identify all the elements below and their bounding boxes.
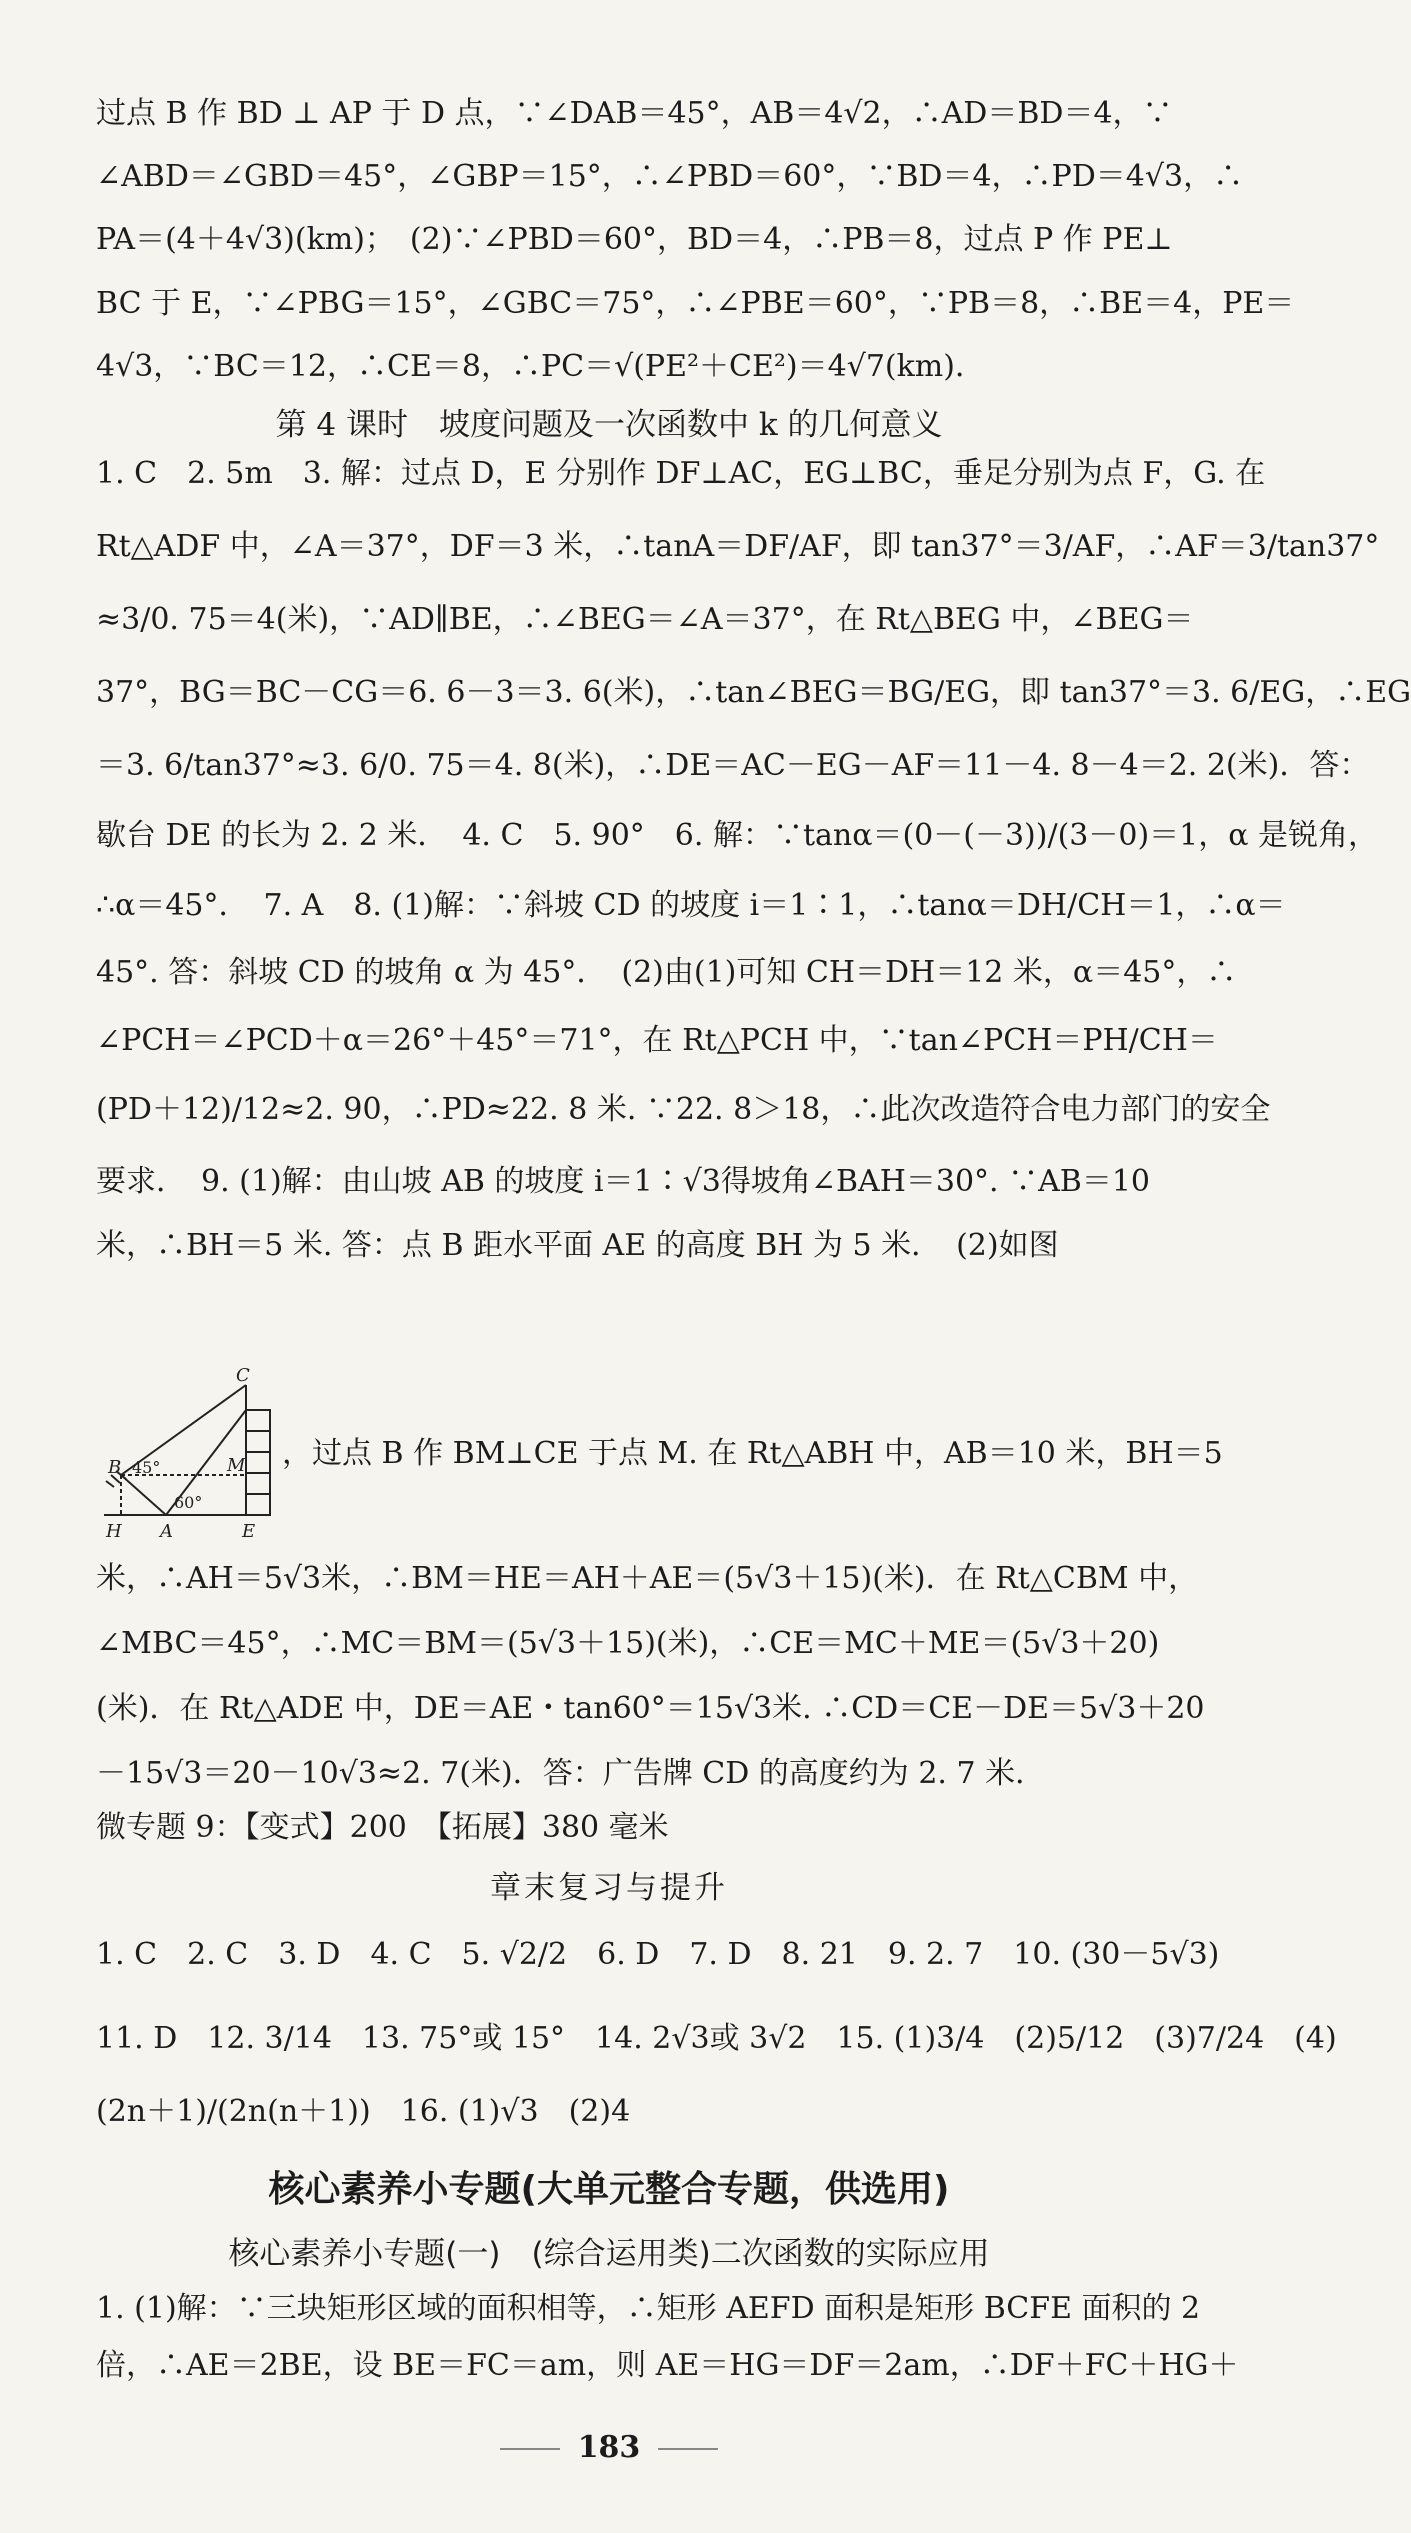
text-line: PA＝(4＋4√3)(km)； (2)∵∠PBD＝60°，BD＝4，∴PB＝8，过点 P 作 PE⊥ [96, 222, 1173, 257]
label-e: E [242, 1521, 256, 1542]
slope-line [121, 1475, 166, 1515]
text-line: BC 于 E，∵∠PBG＝15°，∠GBC＝75°，∴∠PBE＝60°，∵PB＝8，∴BE＝4，PE＝ [96, 286, 1295, 321]
text-line: 米，∴BH＝5 米. 答：点 B 距水平面 AE 的高度 BH 为 5 米． (2)如图 [96, 1228, 1059, 1263]
label-b: B [108, 1457, 122, 1478]
text-line: 过点 B 作 BD ⊥ AP 于 D 点，∵∠DAB＝45°，AB＝4√2，∴AD＝BD＝4，∵ [96, 96, 1173, 131]
text-line: 1. C 2. 5m 3. 解：过点 D，E 分别作 DF⊥AC，EG⊥BC，垂足分别为点 F，G. 在 [96, 456, 1266, 491]
section-title: 核心素养小专题(大单元整合专题，供选用) [268, 2169, 950, 2210]
text-line: ∠ABD＝∠GBD＝45°，∠GBP＝15°，∴∠PBD＝60°，∵BD＝4，∴PD＝4√3，∴ [96, 159, 1244, 194]
text-line: 米，∴AH＝5√3米，∴BM＝HE＝AH＋AE＝(5√3＋15)(米)．在 Rt△CBM 中， [96, 1561, 1199, 1596]
text-line: ≈3/0. 75＝4(米)，∵AD∥BE，∴∠BEG＝∠A＝37°，在 Rt△BEG 中，∠BEG＝ [96, 602, 1194, 637]
text-line: (PD＋12)/12≈2. 90，∴PD≈22. 8 米. ∵22. 8＞18，∴此次改造符合电力部门的安全 [96, 1092, 1271, 1127]
text-line: 11. D 12. 3/14 13. 75°或 15° 14. 2√3或 3√2 15. (1)3/4 (2)5/12 (3)7/24 (4) [96, 2021, 1337, 2056]
text-line: 倍，∴AE＝2BE，设 BE＝FC＝am，则 AE＝HG＝DF＝2am，∴DF＋FC＋HG＋ [96, 2348, 1239, 2383]
text-line: 要求． 9. (1)解：由山坡 AB 的坡度 i＝1∶√3得坡角∠BAH＝30°. ∵AB＝10 [96, 1164, 1150, 1199]
sub-title: 核心素养小专题(一) (综合运用类)二次函数的实际应用 [228, 2236, 990, 2272]
text-line: 45°. 答：斜坡 CD 的坡角 α 为 45°． (2)由(1)可知 CH＝DH＝12 米，α＝45°，∴ [96, 955, 1237, 990]
text-line: (2n＋1)/(2n(n＋1)) 16. (1)√3 (2)4 [96, 2094, 631, 2129]
text-line: 37°，BG＝BC－CG＝6. 6－3＝3. 6(米)，∴tan∠BEG＝BG/EG，即 tan37°＝3. 6/EG，∴EG [96, 675, 1411, 710]
label-m: M [227, 1455, 246, 1476]
lesson-title: 第 4 课时 坡度问题及一次函数中 k 的几何意义 [275, 407, 943, 443]
text-line: 4√3，∵BC＝12，∴CE＝8，∴PC＝√(PE²＋CE²)＝4√7(km)． [96, 349, 985, 384]
text-line: －15√3＝20－10√3≈2. 7(米)．答：广告牌 CD 的高度约为 2. 7 米． [96, 1756, 1046, 1791]
label-angle-60: 60° [174, 1493, 203, 1512]
text-line: 1. C 2. C 3. D 4. C 5. √2/2 6. D 7. D 8. 21 9. 2. 7 10. (30－5√3) [96, 1937, 1220, 1972]
text-line: ∴α＝45°． 7. A 8. (1)解：∵斜坡 CD 的坡度 i＝1∶1，∴tanα＝DH/CH＝1，∴α＝ [96, 888, 1286, 923]
text-line: ，过点 B 作 BM⊥CE 于点 M. 在 Rt△ABH 中，AB＝10 米，BH＝5 [282, 1436, 1223, 1471]
text-line: 微专题 9：【变式】200 【拓展】380 毫米 [96, 1810, 669, 1845]
label-a: A [160, 1521, 173, 1542]
page-number: 183 [0, 2428, 1218, 2468]
text-line: 歇台 DE 的长为 2. 2 米． 4. C 5. 90° 6. 解：∵tanα＝(0－(－3))/(3－0)＝1，α 是锐角， [96, 818, 1379, 853]
building [246, 1410, 270, 1515]
label-angle-45: 45° [132, 1458, 161, 1477]
text-line: Rt△ADF 中，∠A＝37°，DF＝3 米，∴tanA＝DF/AF，即 tan37°＝3/AF，∴AF＝3/tan37° [96, 529, 1380, 564]
chapter-title: 章末复习与提升 [490, 1870, 728, 1906]
text-line: ∠PCH＝∠PCD＋α＝26°＋45°＝71°，在 Rt△PCH 中，∵tan∠PCH＝PH/CH＝ [96, 1023, 1218, 1058]
slope-billboard-figure [96, 1365, 281, 1550]
text-line: ＝3. 6/tan37°≈3. 6/0. 75＝4. 8(米)，∴DE＝AC－EG－AF＝11－4. 8－4＝2. 2(米)．答： [96, 748, 1370, 783]
label-h: H [106, 1521, 122, 1542]
text-line: 1. (1)解：∵三块矩形区域的面积相等，∴矩形 AEFD 面积是矩形 BCFE 面积的 2 [96, 2291, 1201, 2326]
text-line: ∠MBC＝45°，∴MC＝BM＝(5√3＋15)(米)，∴CE＝MC＋ME＝(5√3＋20) [96, 1626, 1160, 1661]
text-line: (米)．在 Rt△ADE 中，DE＝AE・tan60°＝15√3米. ∴CD＝CE－DE＝5√3＋20 [96, 1691, 1205, 1726]
label-c: C [236, 1365, 250, 1386]
hatch [106, 1481, 114, 1487]
